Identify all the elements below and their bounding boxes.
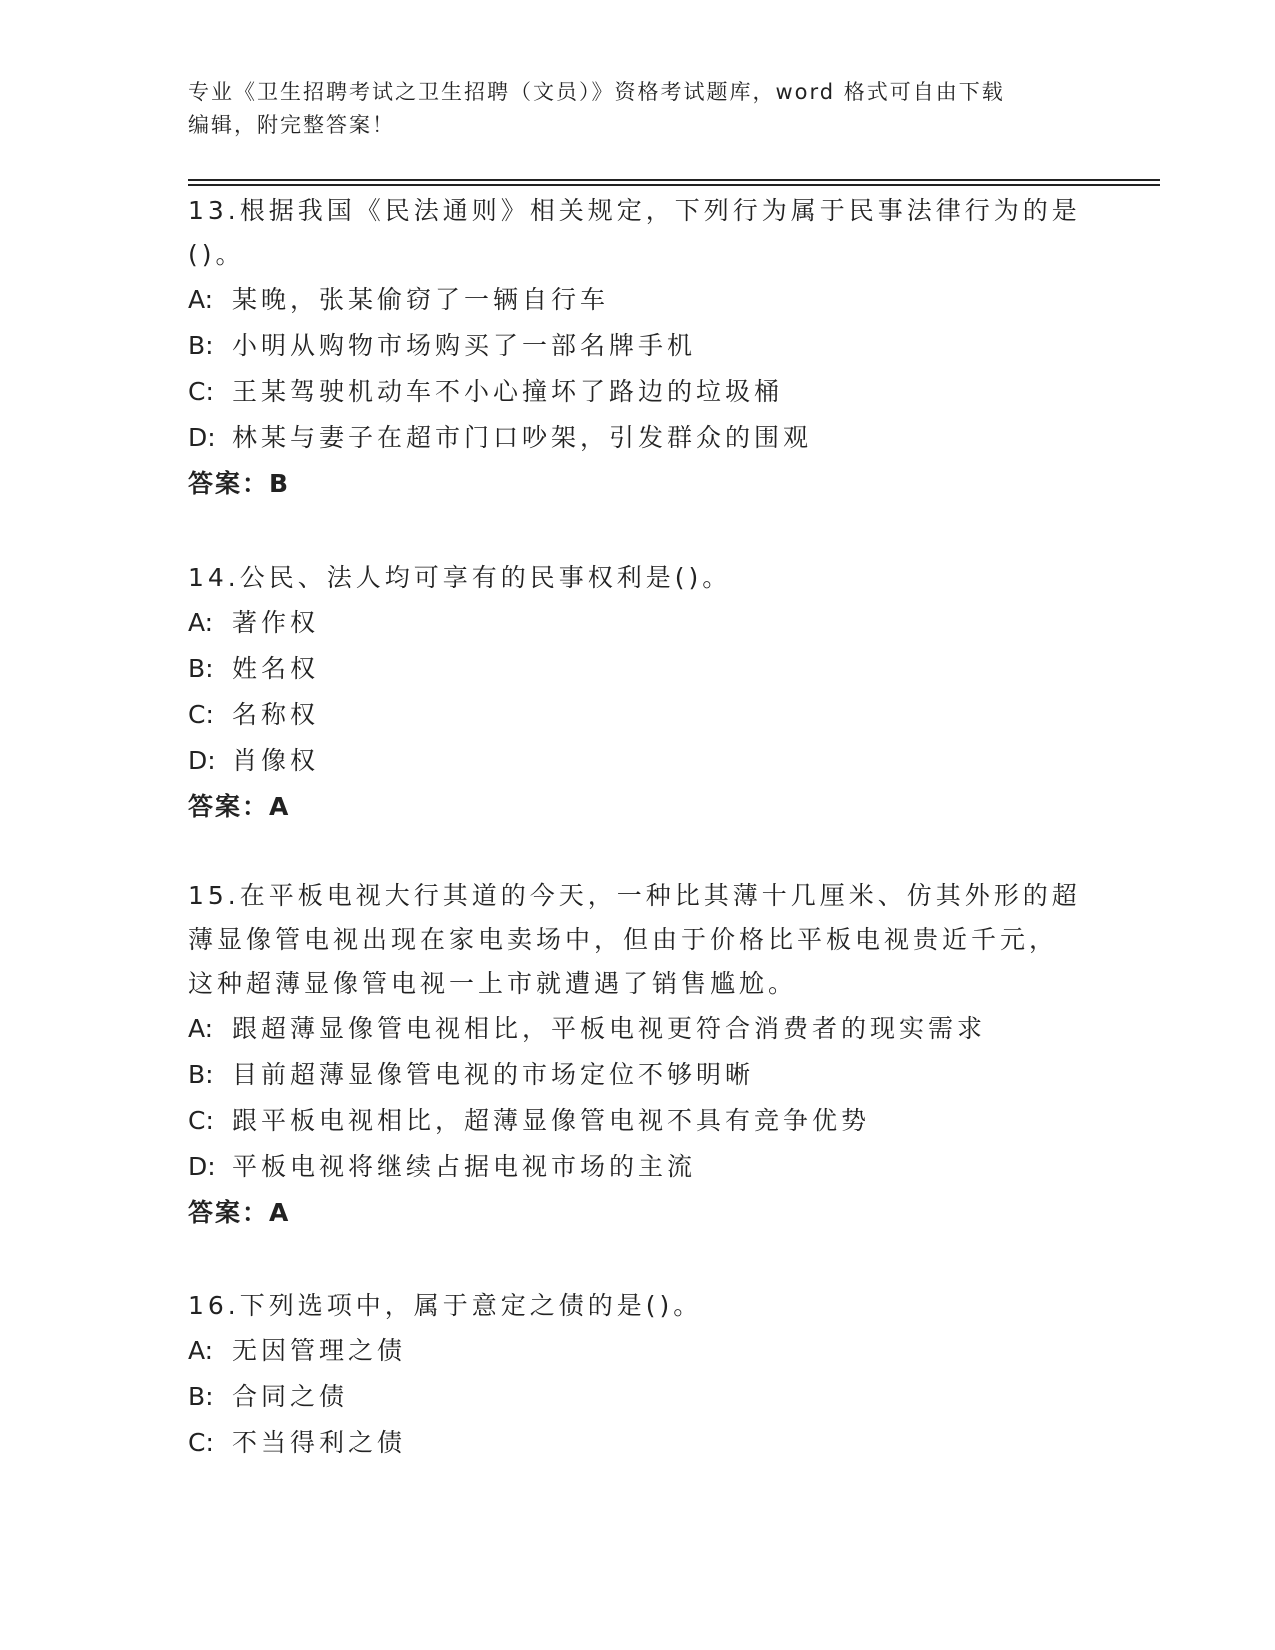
option-d — [188, 738, 1088, 784]
option-a — [188, 277, 1088, 323]
answer: 答案：B — [188, 469, 291, 498]
option-text: 平板电视将继续占据电视市场的主流 — [232, 1152, 697, 1181]
header-line-1: 专业《卫生招聘考试之卫生招聘（文员）》资格考试题库，word 格式可自由下载 — [188, 80, 1005, 104]
option-text: 著作权 — [232, 608, 320, 637]
option-letter: C: — [188, 377, 214, 406]
option-letter: D: — [188, 1152, 216, 1181]
option-text: 跟平板电视相比，超薄显像管电视不具有竞争优势 — [232, 1106, 871, 1135]
question-stem-line: 15.在平板电视大行其道的今天，一种比其薄十几厘米、仿其外形的超 — [188, 881, 1081, 910]
question-stem-line: ()。 — [188, 240, 245, 269]
option-text: 王某驾驶机动车不小心撞坏了路边的垃圾桶 — [232, 377, 784, 406]
option-d — [188, 1144, 1088, 1190]
option-text: 名称权 — [232, 700, 320, 729]
question-13 — [188, 189, 1088, 507]
option-b — [188, 323, 1088, 369]
question-stem-line: 薄显像管电视出现在家电卖场中，但由于价格比平板电视贵近千元， — [188, 925, 1059, 954]
option-b — [188, 1052, 1088, 1098]
header-divider-bottom — [188, 184, 1160, 186]
option-c — [188, 692, 1088, 738]
option-letter: C: — [188, 1428, 214, 1457]
option-letter: A: — [188, 608, 214, 637]
option-text: 某晚，张某偷窃了一辆自行车 — [232, 285, 610, 314]
option-text: 目前超薄显像管电视的市场定位不够明晰 — [232, 1060, 755, 1089]
option-letter: B: — [188, 1060, 214, 1089]
option-b — [188, 1374, 1088, 1420]
option-text: 合同之债 — [232, 1382, 349, 1411]
question-stem-line: 14.公民、法人均可享有的民事权利是()。 — [188, 563, 732, 592]
option-letter: B: — [188, 654, 214, 683]
question-stem-line: 这种超薄显像管电视一上市就遭遇了销售尴尬。 — [188, 969, 798, 998]
option-text: 姓名权 — [232, 654, 320, 683]
question-stem-line: 16.下列选项中，属于意定之债的是()。 — [188, 1291, 703, 1320]
option-letter: D: — [188, 746, 216, 775]
option-text: 肖像权 — [232, 746, 320, 775]
option-a — [188, 1328, 1088, 1374]
option-text: 林某与妻子在超市门口吵架，引发群众的围观 — [232, 423, 813, 452]
option-text: 无因管理之债 — [232, 1336, 407, 1365]
option-c — [188, 1420, 1088, 1466]
answer: 答案：A — [188, 1198, 291, 1227]
question-14 — [188, 556, 1088, 830]
option-d — [188, 415, 1088, 461]
document-header — [188, 76, 1088, 142]
option-letter: C: — [188, 1106, 214, 1135]
option-letter: D: — [188, 423, 216, 452]
option-a — [188, 1006, 1088, 1052]
header-line-2: 编辑，附完整答案！ — [188, 113, 395, 137]
option-a — [188, 600, 1088, 646]
option-letter: A: — [188, 1336, 214, 1365]
option-text: 不当得利之债 — [232, 1428, 407, 1457]
option-letter: C: — [188, 700, 214, 729]
option-c — [188, 1098, 1088, 1144]
option-text: 跟超薄显像管电视相比，平板电视更符合消费者的现实需求 — [232, 1014, 987, 1043]
option-letter: B: — [188, 331, 214, 360]
option-text: 小明从购物市场购买了一部名牌手机 — [232, 331, 697, 360]
option-c — [188, 369, 1088, 415]
option-letter: B: — [188, 1382, 214, 1411]
header-divider-top — [188, 179, 1160, 181]
option-letter: A: — [188, 285, 214, 314]
question-16 — [188, 1284, 1088, 1466]
answer: 答案：A — [188, 792, 291, 821]
question-15 — [188, 874, 1088, 1236]
question-stem-line: 13.根据我国《民法通则》相关规定，下列行为属于民事法律行为的是 — [188, 196, 1081, 225]
option-letter: A: — [188, 1014, 214, 1043]
option-b — [188, 646, 1088, 692]
